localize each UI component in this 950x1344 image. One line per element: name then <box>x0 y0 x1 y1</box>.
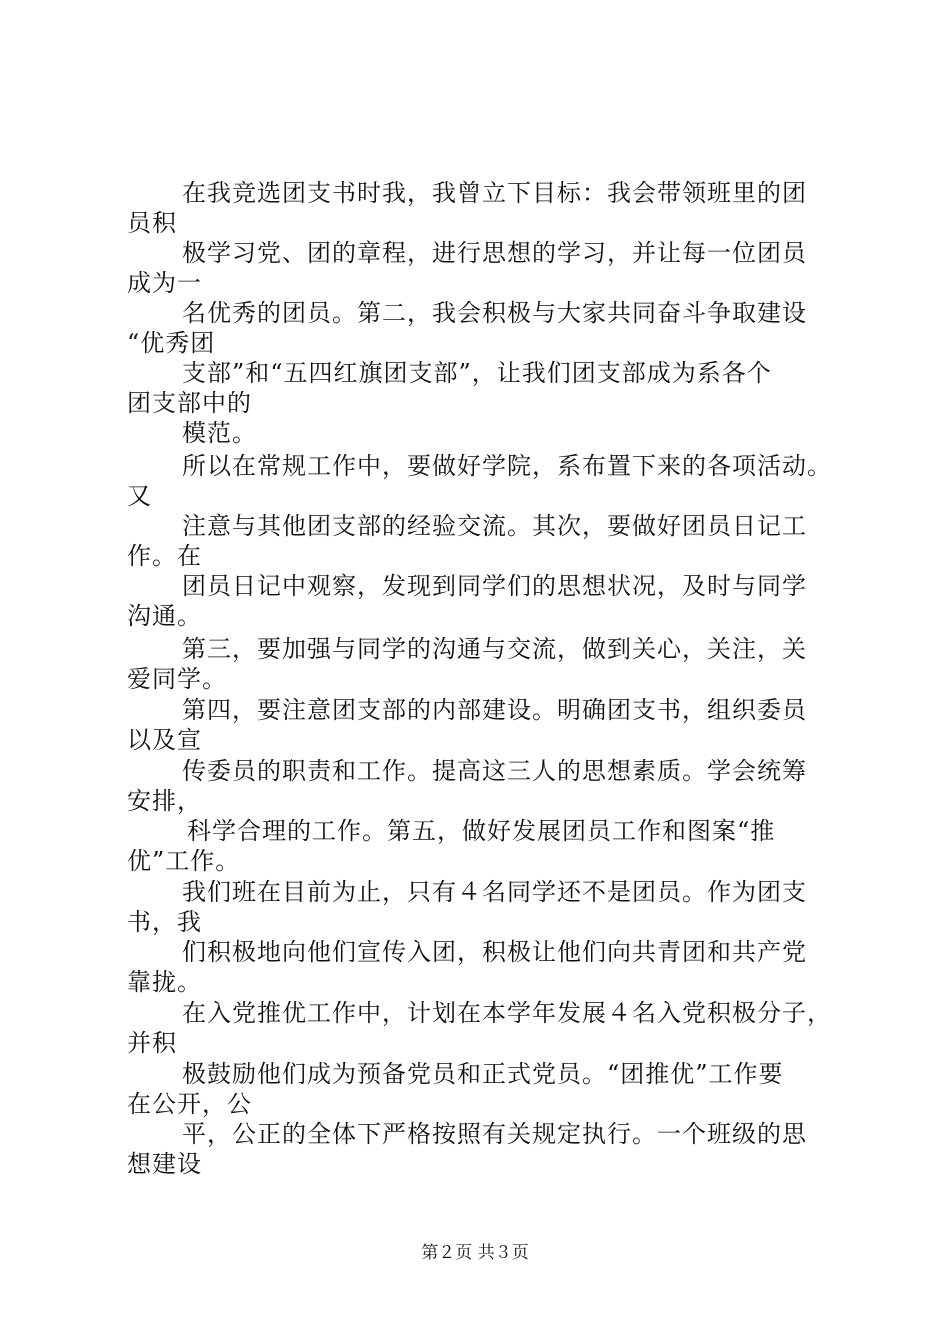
text-line: 以及宣 <box>127 726 202 754</box>
text-line: 第三，要加强与同学的沟通与交流，做到关心，关注，关 <box>182 635 807 663</box>
text-line: 想建设 <box>127 1150 202 1178</box>
text-line: 我们班在目前为止，只有４名同学还不是团员。作为团支 <box>182 878 807 906</box>
text-line: 平，公正的全体下严格按照有关规定执行。一个班级的思 <box>182 1120 807 1148</box>
text-line: 员积 <box>127 209 177 237</box>
text-line: 爱同学。 <box>127 665 227 693</box>
text-line: 们积极地向他们宣传入团，积极让他们向共青团和共产党 <box>182 938 807 966</box>
text-line: 传委员的职责和工作。提高这三人的思想素质。学会统筹 <box>182 757 807 785</box>
text-line: 在公开，公 <box>127 1090 252 1118</box>
text-line: 极学习党、团的章程，进行思想的学习，并让每一位团员 <box>182 239 807 267</box>
page-footer <box>0 1242 950 1264</box>
text-line: 优”工作。 <box>127 847 241 875</box>
text-line: 所以在常规工作中，要做好学院，系布置下来的各项活动。 <box>182 452 832 480</box>
text-line: 作。在 <box>127 542 202 570</box>
text-line: “优秀团 <box>127 329 216 357</box>
text-line: 科学合理的工作。第五，做好发展团员工作和图案“推 <box>187 817 776 845</box>
text-line: 名优秀的团员。第二，我会积极与大家共同奋斗争取建设 <box>182 299 807 327</box>
text-line: 成为一 <box>127 269 202 297</box>
text-line: 安排， <box>127 787 202 815</box>
text-line: 第四，要注意团支部的内部建设。明确团支书，组织委员 <box>182 696 807 724</box>
text-line: 书，我 <box>127 908 202 936</box>
text-line: 注意与其他团支部的经验交流。其次，要做好团员日记工 <box>182 512 807 540</box>
text-line: 支部”和“五四红旗团支部”，让我们团支部成为系各个 <box>182 359 772 387</box>
text-line: 在入党推优工作中，计划在本学年发展４名入党积极分子， <box>182 999 832 1027</box>
text-line: 团支部中的 <box>127 389 252 417</box>
text-line: 模范。 <box>182 419 257 447</box>
text-line: 又 <box>127 482 152 510</box>
text-line: 靠拢。 <box>127 968 202 996</box>
page-number: 第２页 共３页 <box>421 1243 529 1263</box>
text-line: 沟通。 <box>127 602 202 630</box>
text-line: 团员日记中观察，发现到同学们的思想状况，及时与同学 <box>182 572 807 600</box>
text-line: 极鼓励他们成为预备党员和正式党员。“团推优”工作要 <box>182 1060 784 1088</box>
text-line: 在我竞选团支书时我，我曾立下目标：我会带领班里的团 <box>182 179 807 207</box>
text-line: 并积 <box>127 1029 177 1057</box>
